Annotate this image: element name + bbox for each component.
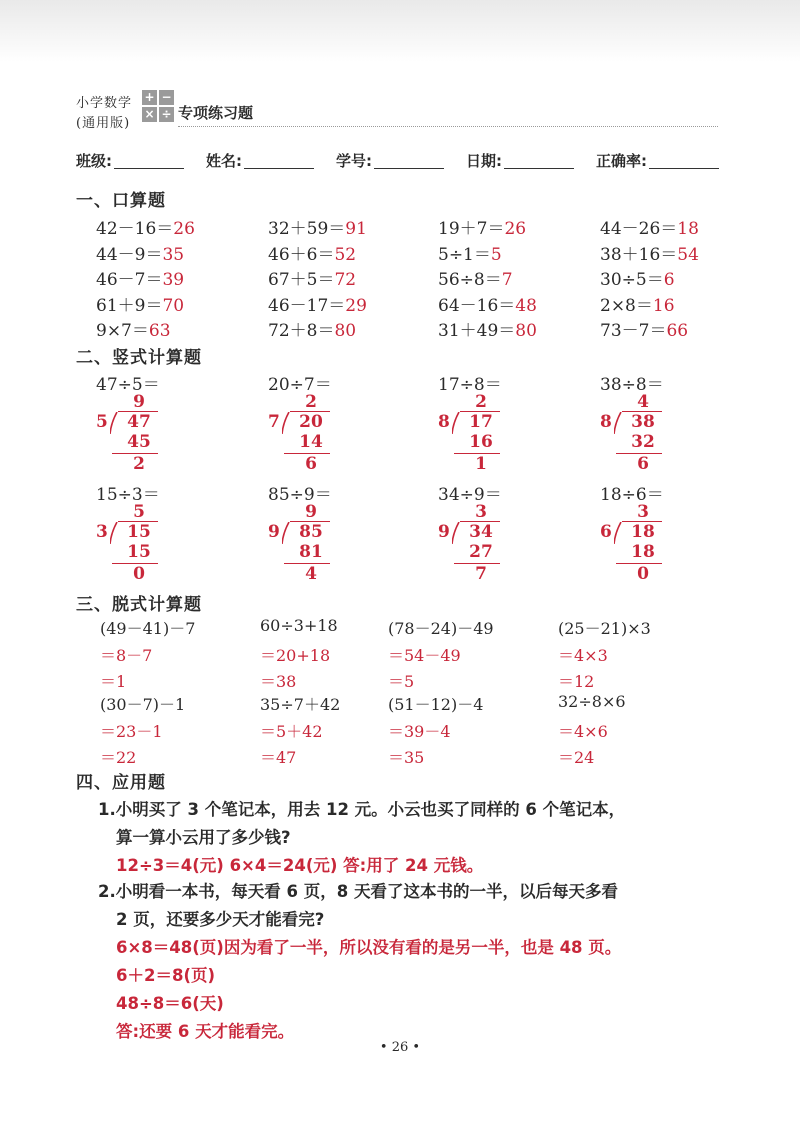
dividend: 15 xyxy=(127,522,151,542)
oral-item: 5÷1＝5 xyxy=(438,244,502,265)
long-division xyxy=(96,480,216,590)
stepwise-result: ＝47 xyxy=(260,748,297,767)
quotient: 2 xyxy=(305,392,317,412)
divisor: 6 xyxy=(600,522,612,542)
long-division-work xyxy=(600,502,700,590)
oral-row xyxy=(96,214,756,240)
section-title-stepwise: 三、脱式计算题 xyxy=(76,595,202,615)
product: 32 xyxy=(631,432,655,452)
oral-item: 19＋7＝26 xyxy=(438,219,527,239)
student-id-field: 学号: xyxy=(336,150,444,171)
remainder: 7 xyxy=(475,564,487,584)
problem-text: 2 页，还要多少天才能看完? xyxy=(116,910,325,929)
book-title: 小学数学 xyxy=(76,96,133,111)
problem-text: 算一算小云用了多少钱? xyxy=(116,828,291,847)
remainder: 6 xyxy=(305,454,317,474)
problem-text: 1.小明买了 3 个笔记本，用去 12 元。小云也买了同样的 6 个笔记本， xyxy=(98,800,626,819)
oral-row xyxy=(96,291,756,317)
remainder: 0 xyxy=(637,564,649,584)
division-bracket xyxy=(282,412,290,434)
problem-solution: 48÷8＝6(天) xyxy=(116,994,224,1013)
product: 27 xyxy=(469,542,493,562)
dividend: 38 xyxy=(631,412,655,432)
oral-item: 44－26＝18 xyxy=(600,219,699,239)
quotient: 4 xyxy=(637,392,649,412)
vertical-row-2 xyxy=(96,480,756,590)
quotient: 3 xyxy=(475,502,487,522)
remainder: 4 xyxy=(305,564,317,584)
stepwise-item xyxy=(100,616,195,696)
oral-grid xyxy=(96,214,756,342)
long-division-work xyxy=(438,392,538,480)
division-prompt: 85÷9＝ xyxy=(268,485,332,505)
dividend: 34 xyxy=(469,522,493,542)
oral-item: 56÷8＝7 xyxy=(438,270,513,290)
stepwise-item xyxy=(260,616,338,696)
stepwise-result: ＝12 xyxy=(558,672,595,691)
section-title-vertical: 二、竖式计算题 xyxy=(76,348,202,368)
stepwise-result: ＝1 xyxy=(100,672,127,691)
stepwise-question: 32÷8×6 xyxy=(558,692,626,711)
stepwise-step: ＝4×6 xyxy=(558,721,608,741)
section-title-word-problems: 四、应用题 xyxy=(76,773,166,793)
page-number: • 26 • xyxy=(379,1040,421,1055)
problem-answer: 答:还要 6 天才能看完。 xyxy=(116,1022,295,1041)
book-edition: (通用版) xyxy=(76,116,131,131)
name-field: 姓名: xyxy=(206,150,314,171)
product: 15 xyxy=(127,542,151,562)
stepwise-question: (49－41)－7 xyxy=(100,619,196,638)
division-bracket xyxy=(452,412,460,434)
long-division-work xyxy=(268,502,368,590)
oral-item: 44－9＝35 xyxy=(96,244,185,265)
quotient: 9 xyxy=(133,392,145,412)
quotient: 2 xyxy=(475,392,487,412)
divisor: 8 xyxy=(600,412,612,432)
long-division-work xyxy=(438,502,538,590)
dividend: 17 xyxy=(469,412,493,432)
student-info-row xyxy=(76,150,736,176)
product: 14 xyxy=(299,432,323,452)
oral-item: 46－17＝29 xyxy=(268,295,367,316)
long-division xyxy=(438,480,558,590)
page-header xyxy=(76,88,716,132)
divisor: 8 xyxy=(438,412,450,432)
oral-item: 42－16＝26 xyxy=(96,219,195,239)
oral-item: 67＋5＝72 xyxy=(268,270,357,290)
long-division-work xyxy=(600,392,700,480)
long-division xyxy=(600,370,720,480)
operator-logo xyxy=(142,90,176,124)
division-prompt: 20÷7＝ xyxy=(268,375,332,395)
problem-solution: 6＋2＝8(页) xyxy=(116,966,216,985)
date-blank[interactable] xyxy=(504,152,574,169)
division-bracket xyxy=(110,522,118,544)
long-division xyxy=(96,370,216,480)
long-division xyxy=(600,480,720,590)
stepwise-item xyxy=(260,692,340,772)
vertical-row-1 xyxy=(96,370,756,480)
oral-item: 32＋59＝91 xyxy=(268,219,367,239)
oral-item: 73－7＝66 xyxy=(600,321,689,341)
oral-item: 9×7＝63 xyxy=(96,321,171,341)
product: 81 xyxy=(299,542,323,562)
divisor: 7 xyxy=(268,412,280,432)
class-blank[interactable] xyxy=(114,152,184,169)
oral-row xyxy=(96,316,756,342)
division-bracket xyxy=(452,522,460,544)
oral-item: 46－7＝39 xyxy=(96,270,185,290)
division-prompt: 18÷6＝ xyxy=(600,485,664,505)
stepwise-item xyxy=(100,692,185,772)
plus-icon: + xyxy=(142,90,157,105)
dividend: 47 xyxy=(127,412,151,432)
stepwise-item xyxy=(388,616,494,696)
remainder: 2 xyxy=(133,454,145,474)
stepwise-result: ＝35 xyxy=(388,748,425,767)
stepwise-item xyxy=(558,616,651,696)
stepwise-step: ＝8－7 xyxy=(100,645,153,665)
stepwise-question: (30－7)－1 xyxy=(100,695,186,714)
oral-row xyxy=(96,265,756,291)
header-divider xyxy=(178,126,718,127)
division-bracket xyxy=(614,522,622,544)
stepwise-question: (25－21)×3 xyxy=(558,619,651,638)
oral-item: 31＋49＝80 xyxy=(438,321,537,341)
series-title: 专项练习题 xyxy=(178,104,254,122)
oral-item: 38＋16＝54 xyxy=(600,244,699,265)
stepwise-question: (51－12)－4 xyxy=(388,695,484,714)
oral-item: 30÷5＝6 xyxy=(600,270,675,290)
stepwise-item xyxy=(558,692,626,772)
accuracy-blank[interactable] xyxy=(649,152,719,169)
long-division xyxy=(268,370,388,480)
divisor: 5 xyxy=(96,412,108,432)
stepwise-step: ＝4×3 xyxy=(558,645,608,665)
quotient: 5 xyxy=(133,502,145,522)
division-prompt: 17÷8＝ xyxy=(438,375,502,395)
stepwise-step: ＝5＋42 xyxy=(260,721,323,741)
remainder: 6 xyxy=(637,454,649,474)
quotient: 3 xyxy=(637,502,649,522)
problem-solution: 12÷3＝4(元) 6×4＝24(元) 答:用了 24 元钱。 xyxy=(116,856,484,875)
dividend: 18 xyxy=(631,522,655,542)
dividend: 85 xyxy=(299,522,323,542)
problem-solution: 6×8＝48(页)因为看了一半，所以没有看的是另一半，也是 48 页。 xyxy=(116,938,622,957)
stepwise-item xyxy=(388,692,483,772)
stepwise-step: ＝54－49 xyxy=(388,645,461,665)
date-field: 日期: xyxy=(466,150,574,171)
division-bracket xyxy=(282,522,290,544)
accuracy-field: 正确率: xyxy=(596,150,719,171)
stepwise-result: ＝22 xyxy=(100,748,137,767)
divisor: 9 xyxy=(438,522,450,542)
long-division-work xyxy=(96,502,196,590)
divisor: 3 xyxy=(96,522,108,542)
section-title-oral: 一、口算题 xyxy=(76,191,166,211)
long-division-work xyxy=(268,392,368,480)
oral-row xyxy=(96,240,756,266)
divisor: 9 xyxy=(268,522,280,542)
class-field: 班级: xyxy=(76,150,184,171)
product: 16 xyxy=(469,432,493,452)
dividend: 20 xyxy=(299,412,323,432)
oral-item: 61＋9＝70 xyxy=(96,295,185,316)
quotient: 9 xyxy=(305,502,317,522)
long-division xyxy=(438,370,558,480)
stepwise-question: 60÷3+18 xyxy=(260,616,338,635)
stepwise-step: ＝20+18 xyxy=(260,645,331,665)
stepwise-step: ＝23－1 xyxy=(100,721,163,741)
name-blank[interactable] xyxy=(244,152,314,169)
word-problem-2 xyxy=(98,878,738,1046)
stepwise-question: (78－24)－49 xyxy=(388,619,494,638)
long-division-work xyxy=(96,392,196,480)
product: 18 xyxy=(631,542,655,562)
oral-item: 46＋6＝52 xyxy=(268,244,357,265)
oral-item: 2×8＝16 xyxy=(600,295,675,316)
division-prompt: 34÷9＝ xyxy=(438,485,502,505)
stepwise-result: ＝24 xyxy=(558,748,595,767)
student-id-blank[interactable] xyxy=(374,152,444,169)
word-problem-1 xyxy=(98,796,738,880)
division-prompt: 15÷3＝ xyxy=(96,485,160,505)
oral-item: 64－16＝48 xyxy=(438,295,537,316)
minus-icon: − xyxy=(159,90,174,105)
long-division xyxy=(268,480,388,590)
top-shade xyxy=(0,0,800,62)
division-prompt: 47÷5＝ xyxy=(96,375,160,395)
stepwise-result: ＝5 xyxy=(388,672,415,691)
product: 45 xyxy=(127,432,151,452)
stepwise-question: 35÷7＋42 xyxy=(260,695,341,714)
remainder: 0 xyxy=(133,564,145,584)
oral-item: 72＋8＝80 xyxy=(268,321,357,341)
division-bracket xyxy=(110,412,118,434)
division-prompt: 38÷8＝ xyxy=(600,375,664,395)
division-bracket xyxy=(614,412,622,434)
remainder: 1 xyxy=(475,454,487,474)
stepwise-step: ＝39－4 xyxy=(388,721,451,741)
divide-icon: ÷ xyxy=(159,107,174,122)
times-icon: × xyxy=(142,107,157,122)
stepwise-result: ＝38 xyxy=(260,672,297,691)
problem-text: 2.小明看一本书，每天看 6 页，8 天看了这本书的一半，以后每天多看 xyxy=(98,882,618,901)
